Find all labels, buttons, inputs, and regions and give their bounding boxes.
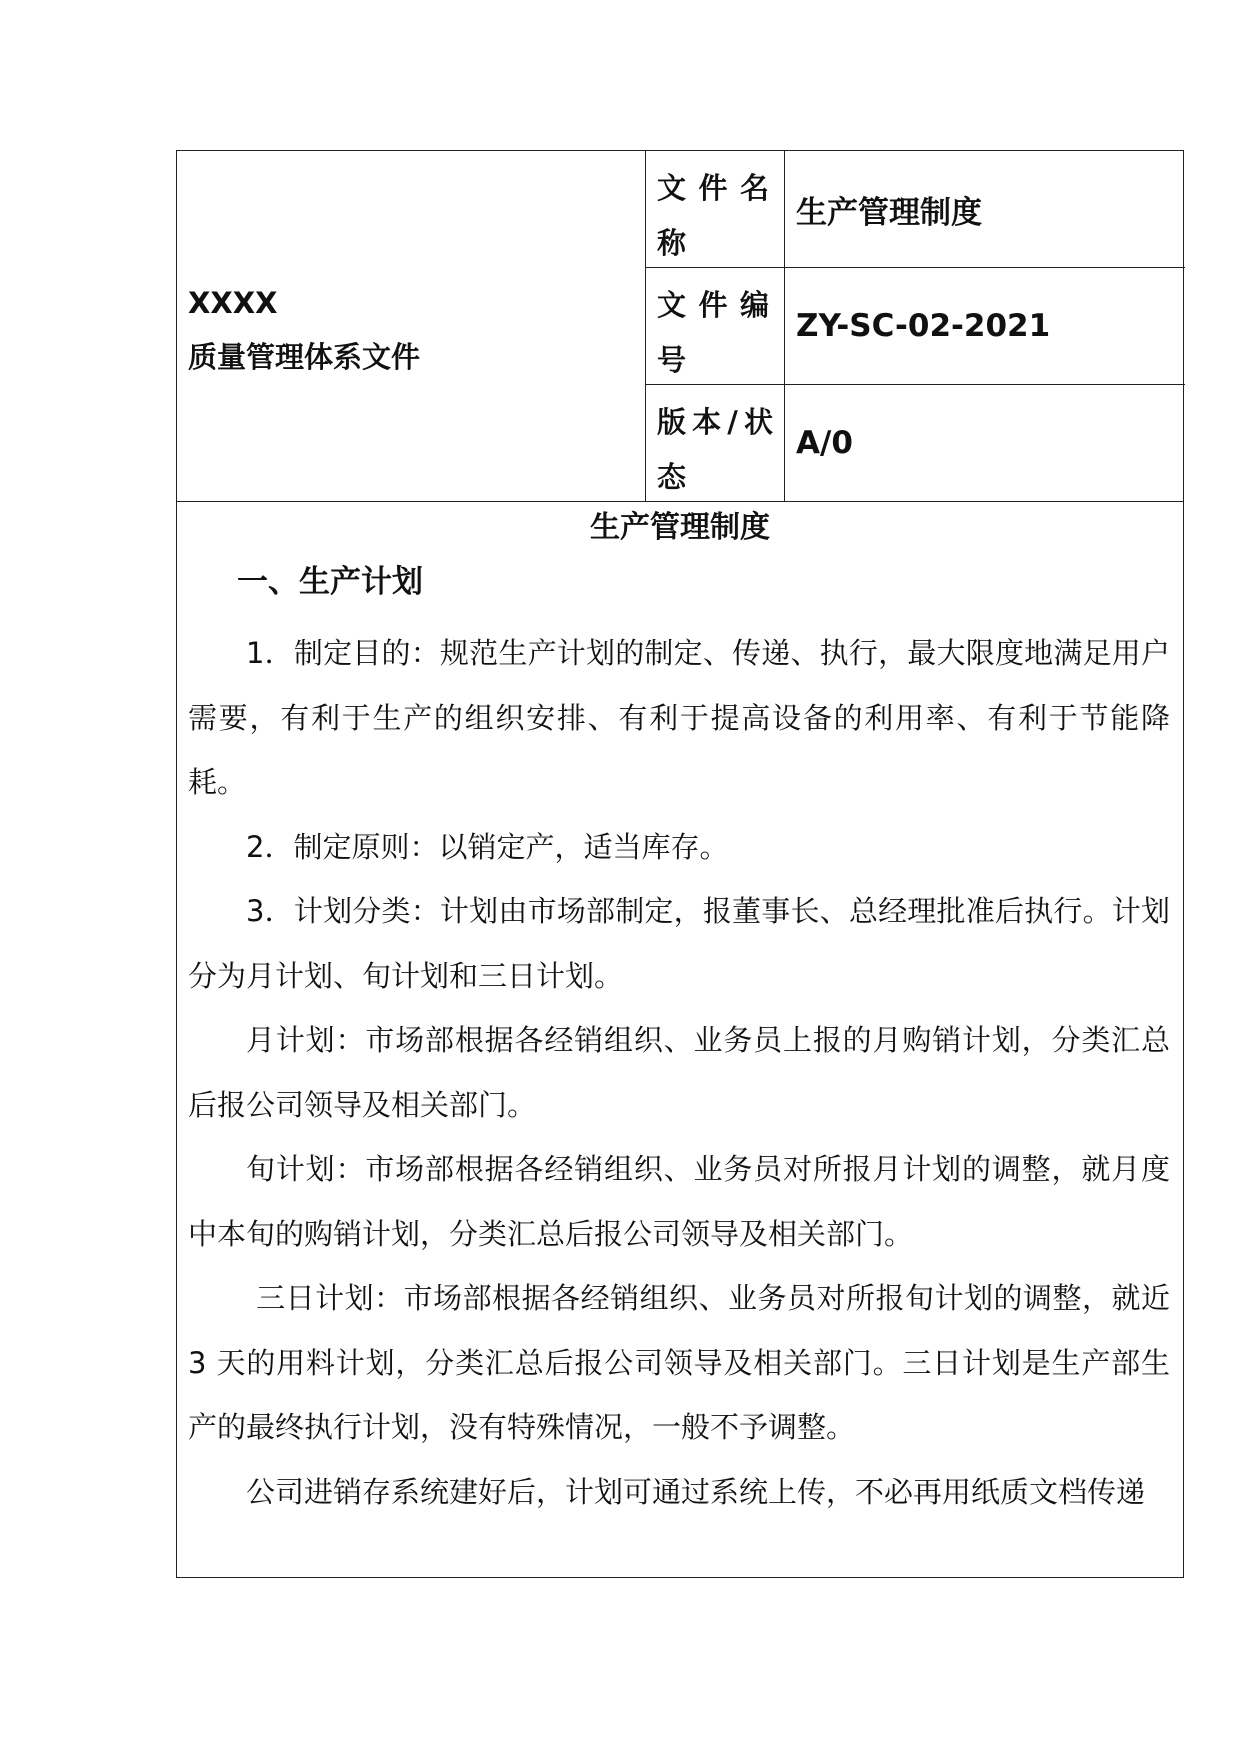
version-status-value: A/0	[796, 425, 853, 461]
organization-name	[188, 276, 420, 384]
paragraph-purpose: 1．制定目的：规范生产计划的制定、传递、执行，最大限度地满足用户需要，有利于生产的组织安排、有利于提高设备的利用率、有利于节能降耗。	[188, 636, 1170, 799]
file-number-value: ZY-SC-02-2021	[796, 308, 1051, 344]
paragraph-ten-day-plan: 旬计划：市场部根据各经销组织、业务员对所报月计划的调整，就月度中本旬的购销计划，分类汇总后报公司领导及相关部门。	[188, 1152, 1170, 1251]
document-table	[176, 150, 1184, 1578]
meta-row-file-name	[646, 151, 1185, 268]
body-content	[188, 621, 1170, 1524]
paragraph-monthly-plan: 月计划：市场部根据各经销组织、业务员上报的月购销计划，分类汇总后报公司领导及相关部门。	[188, 1023, 1170, 1122]
organization-cell	[177, 151, 646, 501]
file-name-label: 文件名称	[646, 151, 785, 267]
meta-row-file-number	[646, 268, 1185, 385]
meta-row-version-status	[646, 385, 1185, 501]
document-header	[177, 151, 1183, 502]
version-status-label: 版本/状态	[646, 385, 785, 501]
paragraph-system-upload: 公司进销存系统建好后，计划可通过系统上传，不必再用纸质文档传递	[246, 1474, 1146, 1509]
file-name-value: 生产管理制度	[796, 194, 982, 231]
system-document-title: 质量管理体系文件	[188, 340, 421, 374]
paragraph-three-day-plan: 三日计划：市场部根据各经销组织、业务员对所报旬计划的调整，就近 3 天的用料计划，分类汇总后报公司领导及相关部门。三日计划是生产部生产的最终执行计划，没有特殊情况，一般不予调整。	[188, 1281, 1170, 1444]
organization-code: XXXX	[188, 286, 278, 320]
paragraph-classification: 3．计划分类：计划由市场部制定，报董事长、总经理批准后执行。计划分为月计划、旬计划和三日计划。	[188, 894, 1170, 993]
paragraph-principle: 2．制定原则：以销定产，适当库存。	[246, 829, 729, 864]
document-title: 生产管理制度	[590, 510, 770, 545]
section-heading-production-plan: 一、生产计划	[237, 564, 423, 600]
file-number-label: 文件编号	[646, 268, 785, 384]
document-body	[177, 502, 1183, 1577]
